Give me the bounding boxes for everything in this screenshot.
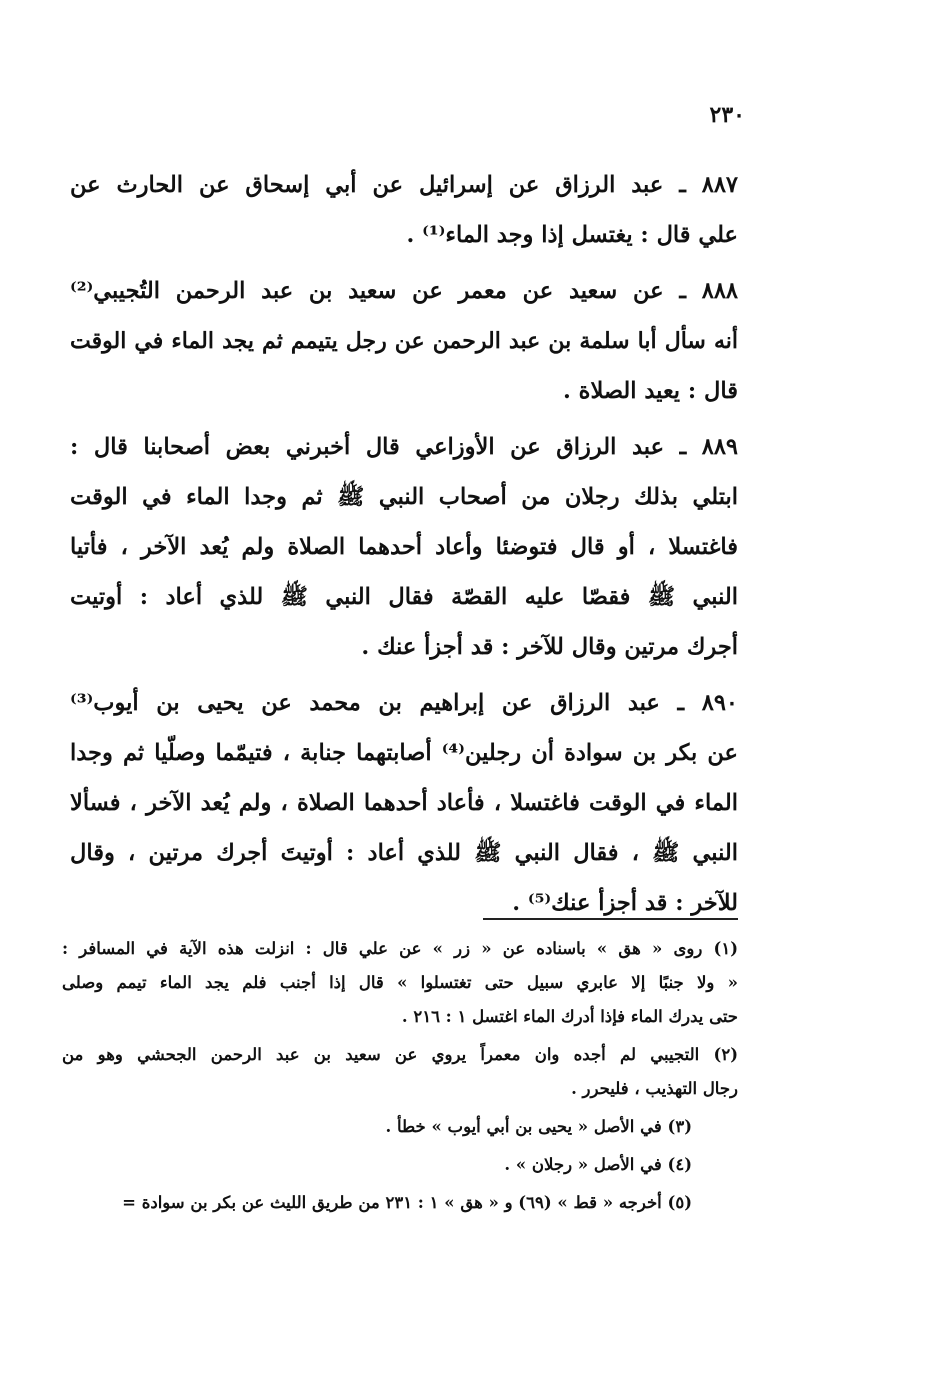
footnote-line: « ولا جنبًا إلا عابري سبيل حتى تغتسلوا » قال إذا أجنب فلم يجد الماء تيمم وصلى bbox=[62, 973, 738, 992]
text-line: علي قال : يغتسل إذا وجد الماء⁽¹⁾ . bbox=[406, 222, 738, 248]
text-line: أجرك مرتين وقال للآخر : قد أجزأ عنك . bbox=[361, 634, 738, 660]
footnote-5 bbox=[62, 1186, 738, 1220]
footnote-4 bbox=[62, 1148, 738, 1182]
main-text bbox=[70, 160, 738, 934]
footnote-line: (٢) التجيبي لم أجده وان معمراً يروي عن سعيد بن عبد الرحمن الجحشي وهو من bbox=[62, 1045, 738, 1064]
footnotes bbox=[62, 932, 738, 1224]
hadith-888 bbox=[70, 266, 738, 416]
footnote-line: (٥) أخرجه « قط » (٦٩) و « هق » ١ : ٢٣١ من طريق الليث عن بكر بن سوادة = bbox=[122, 1193, 692, 1212]
footnote-1 bbox=[62, 932, 738, 1034]
text-line: النبي ﷺ فقصّا عليه القصّة فقال النبي ﷺ للذي أعاد : أوتيت bbox=[70, 584, 738, 610]
footnote-line: رجال التهذيب ، فليحرر . bbox=[571, 1079, 738, 1098]
footnote-separator bbox=[483, 918, 738, 920]
text-line: عن بكر بن سوادة أن رجلين⁽⁴⁾ أصابتهما جنابة ، فتيمّما وصلّيا ثم وجدا bbox=[70, 740, 738, 766]
text-line: فاغتسلا ، أو قال فتوضئا وأعاد أحدهما الصلاة ولم يُعد الآخر ، فأتيا bbox=[70, 534, 738, 560]
hadith-890 bbox=[70, 678, 738, 928]
text-line: أنه سأل أبا سلمة بن عبد الرحمن عن رجل يتيمم ثم يجد الماء في الوقت bbox=[70, 328, 738, 354]
text-line: الماء في الوقت فاغتسلا ، فأعاد أحدهما الصلاة ، ولم يُعد الآخر ، فسألا bbox=[70, 790, 738, 816]
text-line: ٨٨٨ ـ عن سعيد عن معمر عن سعيد بن عبد الرحمن التُجيبي⁽²⁾ bbox=[70, 278, 738, 304]
page-number: ٢٣٠ bbox=[709, 102, 745, 128]
footnote-line: (١) روى « هق » باسناده عن « زر » عن علي قال : انزلت هذه الآية في المسافر : bbox=[62, 939, 738, 958]
hadith-887 bbox=[70, 160, 738, 260]
text-line: ٨٩٠ ـ عبد الرزاق عن إبراهيم بن محمد عن يحيى بن أيوب⁽³⁾ bbox=[70, 690, 738, 716]
text-line: قال : يعيد الصلاة . bbox=[563, 378, 738, 404]
text-line: للآخر : قد أجزأ عنك⁽⁵⁾ . bbox=[512, 890, 738, 916]
text-line: النبي ﷺ ، فقال النبي ﷺ للذي أعاد : أوتيتَ أجرك مرتين ، وقال bbox=[70, 840, 738, 866]
text-line: ٨٨٧ ـ عبد الرزاق عن إسرائيل عن أبي إسحاق عن الحارث عن bbox=[70, 172, 738, 198]
footnote-line: (٣) في الأصل « يحيى بن أبي أيوب » خطأ . bbox=[385, 1117, 692, 1136]
footnote-line: (٤) في الأصل « رجلان » . bbox=[504, 1155, 692, 1174]
text-line: ٨٨٩ ـ عبد الرزاق عن الأوزاعي قال أخبرني بعض أصحابنا قال : bbox=[70, 434, 738, 460]
hadith-889 bbox=[70, 422, 738, 672]
footnote-3 bbox=[62, 1110, 738, 1144]
text-line: ابتلي بذلك رجلان من أصحاب النبي ﷺ ثم وجدا الماء في الوقت bbox=[70, 484, 738, 510]
footnote-line: حتى يدرك الماء فإذا أدرك الماء اغتسل ١ : ٢١٦ . bbox=[401, 1007, 738, 1026]
footnote-2 bbox=[62, 1038, 738, 1106]
